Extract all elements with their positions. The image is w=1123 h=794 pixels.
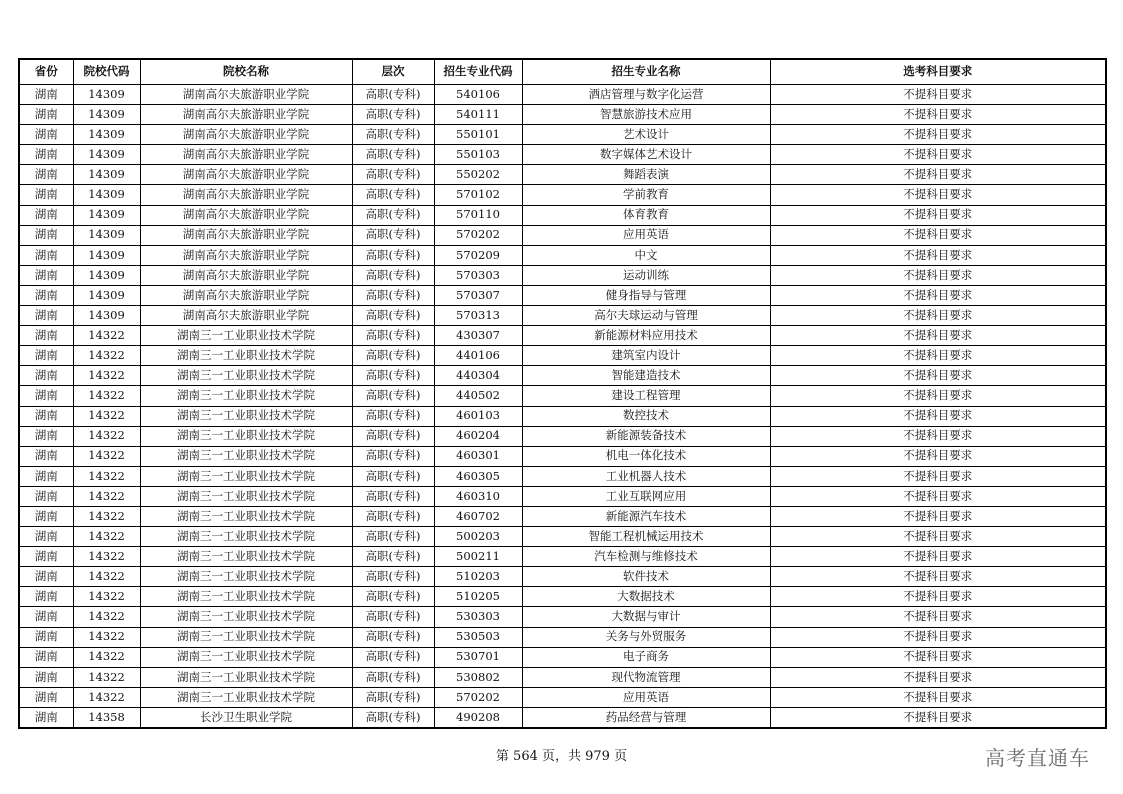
table-row xyxy=(19,667,1106,687)
cell-province: 湖南 xyxy=(19,346,73,366)
cell-subject-requirement: 不提科目要求 xyxy=(770,85,1106,105)
cell-province: 湖南 xyxy=(19,426,73,446)
cell-major-code: 530701 xyxy=(434,647,522,667)
cell-level: 高职(专科) xyxy=(352,486,434,506)
cell-major-name: 药品经营与管理 xyxy=(522,707,770,728)
cell-major-code: 530503 xyxy=(434,627,522,647)
cell-school-code: 14322 xyxy=(73,607,140,627)
cell-school-code: 14309 xyxy=(73,285,140,305)
cell-school-name: 湖南三一工业职业技术学院 xyxy=(140,486,352,506)
cell-province: 湖南 xyxy=(19,245,73,265)
header-school-name: 院校名称 xyxy=(140,59,352,85)
cell-school-code: 14322 xyxy=(73,647,140,667)
cell-major-code: 510205 xyxy=(434,587,522,607)
cell-major-name: 数字媒体艺术设计 xyxy=(522,145,770,165)
cell-major-code: 570202 xyxy=(434,225,522,245)
cell-major-code: 540106 xyxy=(434,85,522,105)
cell-level: 高职(专科) xyxy=(352,627,434,647)
cell-major-code: 570102 xyxy=(434,185,522,205)
cell-level: 高职(专科) xyxy=(352,567,434,587)
cell-subject-requirement: 不提科目要求 xyxy=(770,506,1106,526)
cell-school-code: 14358 xyxy=(73,707,140,728)
cell-school-code: 14322 xyxy=(73,687,140,707)
cell-province: 湖南 xyxy=(19,125,73,145)
cell-school-code: 14309 xyxy=(73,105,140,125)
cell-school-code: 14322 xyxy=(73,587,140,607)
cell-province: 湖南 xyxy=(19,366,73,386)
cell-level: 高职(专科) xyxy=(352,426,434,446)
cell-major-name: 高尔夫球运动与管理 xyxy=(522,306,770,326)
table-row xyxy=(19,205,1106,225)
table-row xyxy=(19,446,1106,466)
cell-school-code: 14322 xyxy=(73,346,140,366)
table-row xyxy=(19,225,1106,245)
cell-province: 湖南 xyxy=(19,707,73,728)
cell-subject-requirement: 不提科目要求 xyxy=(770,627,1106,647)
cell-province: 湖南 xyxy=(19,306,73,326)
table-row xyxy=(19,527,1106,547)
table-row xyxy=(19,607,1106,627)
cell-school-code: 14309 xyxy=(73,125,140,145)
cell-major-code: 550103 xyxy=(434,145,522,165)
cell-level: 高职(专科) xyxy=(352,125,434,145)
cell-level: 高职(专科) xyxy=(352,346,434,366)
cell-school-code: 14322 xyxy=(73,567,140,587)
cell-school-name: 湖南三一工业职业技术学院 xyxy=(140,346,352,366)
cell-school-name: 湖南高尔夫旅游职业学院 xyxy=(140,285,352,305)
cell-province: 湖南 xyxy=(19,205,73,225)
cell-province: 湖南 xyxy=(19,185,73,205)
cell-level: 高职(专科) xyxy=(352,245,434,265)
cell-major-code: 460301 xyxy=(434,446,522,466)
cell-school-code: 14322 xyxy=(73,326,140,346)
table-row xyxy=(19,506,1106,526)
cell-school-code: 14322 xyxy=(73,366,140,386)
cell-major-name: 新能源装备技术 xyxy=(522,426,770,446)
table-row xyxy=(19,627,1106,647)
cell-school-name: 长沙卫生职业学院 xyxy=(140,707,352,728)
table-row xyxy=(19,285,1106,305)
table-row xyxy=(19,165,1106,185)
cell-level: 高职(专科) xyxy=(352,547,434,567)
cell-school-code: 14322 xyxy=(73,547,140,567)
cell-subject-requirement: 不提科目要求 xyxy=(770,607,1106,627)
cell-major-name: 软件技术 xyxy=(522,567,770,587)
cell-school-name: 湖南三一工业职业技术学院 xyxy=(140,326,352,346)
cell-school-code: 14309 xyxy=(73,265,140,285)
cell-major-code: 430307 xyxy=(434,326,522,346)
cell-subject-requirement: 不提科目要求 xyxy=(770,225,1106,245)
table-row xyxy=(19,145,1106,165)
cell-major-name: 应用英语 xyxy=(522,687,770,707)
cell-major-name: 电子商务 xyxy=(522,647,770,667)
cell-province: 湖南 xyxy=(19,85,73,105)
cell-level: 高职(专科) xyxy=(352,326,434,346)
cell-major-name: 学前教育 xyxy=(522,185,770,205)
cell-major-name: 关务与外贸服务 xyxy=(522,627,770,647)
table-row xyxy=(19,326,1106,346)
cell-province: 湖南 xyxy=(19,386,73,406)
cell-major-name: 体育教育 xyxy=(522,205,770,225)
cell-subject-requirement: 不提科目要求 xyxy=(770,306,1106,326)
cell-major-code: 570202 xyxy=(434,687,522,707)
cell-province: 湖南 xyxy=(19,607,73,627)
cell-major-code: 570110 xyxy=(434,205,522,225)
cell-major-name: 建筑室内设计 xyxy=(522,346,770,366)
cell-major-name: 数控技术 xyxy=(522,406,770,426)
cell-level: 高职(专科) xyxy=(352,366,434,386)
cell-subject-requirement: 不提科目要求 xyxy=(770,587,1106,607)
cell-school-code: 14322 xyxy=(73,527,140,547)
header-level: 层次 xyxy=(352,59,434,85)
cell-school-name: 湖南三一工业职业技术学院 xyxy=(140,687,352,707)
cell-major-name: 健身指导与管理 xyxy=(522,285,770,305)
cell-province: 湖南 xyxy=(19,506,73,526)
cell-major-name: 工业机器人技术 xyxy=(522,466,770,486)
cell-school-name: 湖南高尔夫旅游职业学院 xyxy=(140,245,352,265)
cell-major-code: 570303 xyxy=(434,265,522,285)
cell-major-name: 智能工程机械运用技术 xyxy=(522,527,770,547)
cell-major-name: 机电一体化技术 xyxy=(522,446,770,466)
cell-province: 湖南 xyxy=(19,547,73,567)
cell-subject-requirement: 不提科目要求 xyxy=(770,366,1106,386)
cell-school-code: 14322 xyxy=(73,506,140,526)
cell-level: 高职(专科) xyxy=(352,145,434,165)
cell-school-code: 14322 xyxy=(73,667,140,687)
header-school-code: 院校代码 xyxy=(73,59,140,85)
cell-school-code: 14322 xyxy=(73,446,140,466)
cell-major-name: 中文 xyxy=(522,245,770,265)
cell-subject-requirement: 不提科目要求 xyxy=(770,165,1106,185)
cell-province: 湖南 xyxy=(19,145,73,165)
cell-major-code: 500211 xyxy=(434,547,522,567)
table-row xyxy=(19,567,1106,587)
cell-level: 高职(专科) xyxy=(352,85,434,105)
cell-major-code: 440502 xyxy=(434,386,522,406)
table-row xyxy=(19,245,1106,265)
cell-province: 湖南 xyxy=(19,285,73,305)
cell-school-name: 湖南高尔夫旅游职业学院 xyxy=(140,185,352,205)
table-row xyxy=(19,125,1106,145)
cell-major-code: 550202 xyxy=(434,165,522,185)
cell-school-name: 湖南高尔夫旅游职业学院 xyxy=(140,85,352,105)
cell-province: 湖南 xyxy=(19,486,73,506)
cell-school-code: 14309 xyxy=(73,145,140,165)
cell-province: 湖南 xyxy=(19,225,73,245)
cell-subject-requirement: 不提科目要求 xyxy=(770,145,1106,165)
cell-major-code: 540111 xyxy=(434,105,522,125)
cell-subject-requirement: 不提科目要求 xyxy=(770,547,1106,567)
cell-subject-requirement: 不提科目要求 xyxy=(770,326,1106,346)
cell-subject-requirement: 不提科目要求 xyxy=(770,527,1106,547)
watermark-text: 高考直通车 xyxy=(985,746,1090,770)
cell-major-code: 530303 xyxy=(434,607,522,627)
cell-subject-requirement: 不提科目要求 xyxy=(770,105,1106,125)
cell-school-name: 湖南三一工业职业技术学院 xyxy=(140,647,352,667)
table-row xyxy=(19,366,1106,386)
cell-level: 高职(专科) xyxy=(352,647,434,667)
cell-province: 湖南 xyxy=(19,687,73,707)
cell-school-code: 14309 xyxy=(73,85,140,105)
cell-major-code: 490208 xyxy=(434,707,522,728)
cell-school-name: 湖南三一工业职业技术学院 xyxy=(140,506,352,526)
cell-major-code: 460204 xyxy=(434,426,522,446)
cell-province: 湖南 xyxy=(19,165,73,185)
table-row xyxy=(19,707,1106,728)
cell-subject-requirement: 不提科目要求 xyxy=(770,466,1106,486)
header-major-name: 招生专业名称 xyxy=(522,59,770,85)
header-major-code: 招生专业代码 xyxy=(434,59,522,85)
cell-school-name: 湖南三一工业职业技术学院 xyxy=(140,527,352,547)
cell-major-name: 新能源材料应用技术 xyxy=(522,326,770,346)
table-row xyxy=(19,486,1106,506)
cell-subject-requirement: 不提科目要求 xyxy=(770,667,1106,687)
cell-school-name: 湖南三一工业职业技术学院 xyxy=(140,567,352,587)
cell-school-name: 湖南三一工业职业技术学院 xyxy=(140,426,352,446)
cell-subject-requirement: 不提科目要求 xyxy=(770,687,1106,707)
cell-school-name: 湖南高尔夫旅游职业学院 xyxy=(140,165,352,185)
cell-major-code: 570307 xyxy=(434,285,522,305)
cell-level: 高职(专科) xyxy=(352,687,434,707)
cell-level: 高职(专科) xyxy=(352,105,434,125)
cell-school-code: 14309 xyxy=(73,245,140,265)
cell-major-name: 酒店管理与数字化运营 xyxy=(522,85,770,105)
cell-level: 高职(专科) xyxy=(352,466,434,486)
cell-major-code: 440106 xyxy=(434,346,522,366)
cell-major-code: 460305 xyxy=(434,466,522,486)
cell-subject-requirement: 不提科目要求 xyxy=(770,346,1106,366)
cell-school-name: 湖南三一工业职业技术学院 xyxy=(140,587,352,607)
cell-level: 高职(专科) xyxy=(352,265,434,285)
cell-level: 高职(专科) xyxy=(352,707,434,728)
table-row xyxy=(19,85,1106,105)
cell-level: 高职(专科) xyxy=(352,185,434,205)
table-row xyxy=(19,687,1106,707)
cell-subject-requirement: 不提科目要求 xyxy=(770,707,1106,728)
enrollment-table xyxy=(18,58,1107,729)
table-row xyxy=(19,406,1106,426)
cell-subject-requirement: 不提科目要求 xyxy=(770,446,1106,466)
cell-major-name: 运动训练 xyxy=(522,265,770,285)
cell-school-name: 湖南三一工业职业技术学院 xyxy=(140,366,352,386)
cell-major-name: 艺术设计 xyxy=(522,125,770,145)
cell-subject-requirement: 不提科目要求 xyxy=(770,486,1106,506)
cell-subject-requirement: 不提科目要求 xyxy=(770,406,1106,426)
cell-level: 高职(专科) xyxy=(352,587,434,607)
cell-level: 高职(专科) xyxy=(352,205,434,225)
cell-level: 高职(专科) xyxy=(352,446,434,466)
table-row xyxy=(19,647,1106,667)
cell-school-code: 14309 xyxy=(73,306,140,326)
cell-school-code: 14322 xyxy=(73,627,140,647)
cell-level: 高职(专科) xyxy=(352,285,434,305)
cell-major-name: 大数据与审计 xyxy=(522,607,770,627)
cell-major-code: 570313 xyxy=(434,306,522,326)
cell-province: 湖南 xyxy=(19,446,73,466)
cell-school-name: 湖南三一工业职业技术学院 xyxy=(140,406,352,426)
cell-school-name: 湖南三一工业职业技术学院 xyxy=(140,547,352,567)
cell-major-name: 建设工程管理 xyxy=(522,386,770,406)
cell-school-code: 14322 xyxy=(73,466,140,486)
table-row xyxy=(19,346,1106,366)
cell-major-code: 510203 xyxy=(434,567,522,587)
cell-subject-requirement: 不提科目要求 xyxy=(770,205,1106,225)
cell-province: 湖南 xyxy=(19,527,73,547)
cell-subject-requirement: 不提科目要求 xyxy=(770,245,1106,265)
cell-major-code: 440304 xyxy=(434,366,522,386)
cell-school-name: 湖南三一工业职业技术学院 xyxy=(140,667,352,687)
cell-subject-requirement: 不提科目要求 xyxy=(770,185,1106,205)
cell-province: 湖南 xyxy=(19,105,73,125)
cell-major-code: 500203 xyxy=(434,527,522,547)
cell-subject-requirement: 不提科目要求 xyxy=(770,426,1106,446)
cell-level: 高职(专科) xyxy=(352,225,434,245)
cell-school-name: 湖南三一工业职业技术学院 xyxy=(140,446,352,466)
cell-level: 高职(专科) xyxy=(352,607,434,627)
cell-level: 高职(专科) xyxy=(352,306,434,326)
cell-major-code: 460310 xyxy=(434,486,522,506)
cell-province: 湖南 xyxy=(19,326,73,346)
cell-school-name: 湖南高尔夫旅游职业学院 xyxy=(140,125,352,145)
cell-level: 高职(专科) xyxy=(352,386,434,406)
table-row xyxy=(19,105,1106,125)
cell-school-code: 14309 xyxy=(73,165,140,185)
cell-school-code: 14322 xyxy=(73,406,140,426)
table-row xyxy=(19,426,1106,446)
table-body xyxy=(19,85,1106,729)
cell-major-name: 舞蹈表演 xyxy=(522,165,770,185)
cell-level: 高职(专科) xyxy=(352,506,434,526)
table-row xyxy=(19,386,1106,406)
cell-province: 湖南 xyxy=(19,567,73,587)
table-row xyxy=(19,265,1106,285)
cell-school-code: 14322 xyxy=(73,386,140,406)
cell-level: 高职(专科) xyxy=(352,527,434,547)
cell-major-name: 智能建造技术 xyxy=(522,366,770,386)
cell-major-name: 工业互联网应用 xyxy=(522,486,770,506)
cell-school-name: 湖南三一工业职业技术学院 xyxy=(140,607,352,627)
cell-school-name: 湖南高尔夫旅游职业学院 xyxy=(140,105,352,125)
cell-school-code: 14309 xyxy=(73,225,140,245)
cell-subject-requirement: 不提科目要求 xyxy=(770,567,1106,587)
cell-major-name: 汽车检测与维修技术 xyxy=(522,547,770,567)
cell-province: 湖南 xyxy=(19,647,73,667)
cell-major-name: 现代物流管理 xyxy=(522,667,770,687)
cell-school-name: 湖南高尔夫旅游职业学院 xyxy=(140,265,352,285)
cell-province: 湖南 xyxy=(19,627,73,647)
cell-subject-requirement: 不提科目要求 xyxy=(770,125,1106,145)
cell-subject-requirement: 不提科目要求 xyxy=(770,386,1106,406)
header-province: 省份 xyxy=(19,59,73,85)
cell-school-name: 湖南高尔夫旅游职业学院 xyxy=(140,225,352,245)
table-row xyxy=(19,587,1106,607)
table-header-row xyxy=(19,59,1106,85)
cell-subject-requirement: 不提科目要求 xyxy=(770,265,1106,285)
cell-school-code: 14322 xyxy=(73,426,140,446)
cell-school-name: 湖南高尔夫旅游职业学院 xyxy=(140,306,352,326)
cell-school-name: 湖南三一工业职业技术学院 xyxy=(140,466,352,486)
cell-school-name: 湖南高尔夫旅游职业学院 xyxy=(140,145,352,165)
cell-province: 湖南 xyxy=(19,265,73,285)
cell-level: 高职(专科) xyxy=(352,406,434,426)
table-row xyxy=(19,547,1106,567)
cell-province: 湖南 xyxy=(19,406,73,426)
cell-school-code: 14309 xyxy=(73,185,140,205)
table-row xyxy=(19,466,1106,486)
cell-school-code: 14309 xyxy=(73,205,140,225)
cell-major-code: 550101 xyxy=(434,125,522,145)
cell-major-code: 570209 xyxy=(434,245,522,265)
cell-level: 高职(专科) xyxy=(352,165,434,185)
cell-province: 湖南 xyxy=(19,587,73,607)
page-number: 第 564 页，共 979 页 xyxy=(495,749,628,764)
table-row xyxy=(19,306,1106,326)
cell-school-name: 湖南三一工业职业技术学院 xyxy=(140,627,352,647)
table-row xyxy=(19,185,1106,205)
cell-school-code: 14322 xyxy=(73,486,140,506)
cell-major-code: 460702 xyxy=(434,506,522,526)
header-subject-requirement: 选考科目要求 xyxy=(770,59,1106,85)
cell-major-name: 大数据技术 xyxy=(522,587,770,607)
cell-level: 高职(专科) xyxy=(352,667,434,687)
cell-major-code: 530802 xyxy=(434,667,522,687)
cell-subject-requirement: 不提科目要求 xyxy=(770,285,1106,305)
cell-major-name: 智慧旅游技术应用 xyxy=(522,105,770,125)
cell-major-name: 新能源汽车技术 xyxy=(522,506,770,526)
cell-major-code: 460103 xyxy=(434,406,522,426)
cell-subject-requirement: 不提科目要求 xyxy=(770,647,1106,667)
cell-province: 湖南 xyxy=(19,466,73,486)
cell-major-name: 应用英语 xyxy=(522,225,770,245)
cell-school-name: 湖南高尔夫旅游职业学院 xyxy=(140,205,352,225)
cell-province: 湖南 xyxy=(19,667,73,687)
cell-school-name: 湖南三一工业职业技术学院 xyxy=(140,386,352,406)
